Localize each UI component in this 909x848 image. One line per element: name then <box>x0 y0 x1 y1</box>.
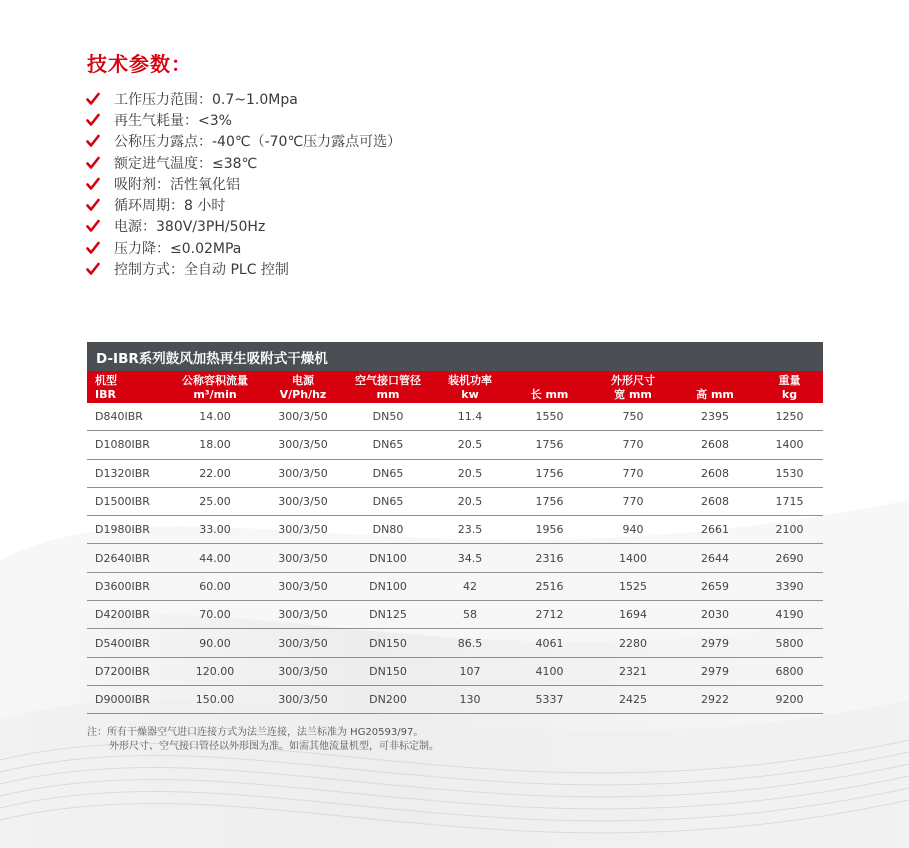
table-cell: D9000IBR <box>87 685 167 713</box>
header-cell-bottom: kg <box>756 387 823 403</box>
table-cell: 1756 <box>507 487 592 515</box>
table-row <box>87 516 823 544</box>
table-cell: 300/3/50 <box>263 487 343 515</box>
table-cell: 300/3/50 <box>263 516 343 544</box>
table-cell: 1400 <box>592 544 674 572</box>
check-mark-icon <box>86 113 100 127</box>
table-cell: 770 <box>592 431 674 459</box>
table-row <box>87 459 823 487</box>
note-line-1: 注：所有干燥器空气进口连接方式为法兰连接，法兰标准为 HG20593/97。 <box>87 727 424 738</box>
table-cell: 2690 <box>756 544 823 572</box>
table-cell: 25.00 <box>167 487 263 515</box>
table-row <box>87 601 823 629</box>
table-header-row-bottom <box>87 387 823 403</box>
param-text: 额定进气温度：≤38℃ <box>114 155 258 172</box>
table-cell: 1250 <box>756 403 823 431</box>
table-cell: 22.00 <box>167 459 263 487</box>
table-cell: 2712 <box>507 601 592 629</box>
header-cell-top: 机型 <box>87 371 167 387</box>
header-cell-top <box>674 371 756 387</box>
table-cell: 2030 <box>674 601 756 629</box>
table-cell: 300/3/50 <box>263 459 343 487</box>
table-row <box>87 431 823 459</box>
table-cell: 33.00 <box>167 516 263 544</box>
param-item <box>86 173 401 194</box>
table-cell: DN150 <box>343 657 433 685</box>
table-cell: 90.00 <box>167 629 263 657</box>
table-cell: 1756 <box>507 431 592 459</box>
table-cell: D1320IBR <box>87 459 167 487</box>
param-item <box>86 194 401 215</box>
table-cell: 300/3/50 <box>263 544 343 572</box>
check-mark-icon <box>86 177 100 191</box>
table-cell: DN100 <box>343 572 433 600</box>
header-cell-top: 重量 <box>756 371 823 387</box>
table-cell: D1500IBR <box>87 487 167 515</box>
table-cell: 6800 <box>756 657 823 685</box>
params-list <box>86 88 401 280</box>
note-line-2: 外形尺寸、空气接口管径以外形图为准。如需其他流量机型，可非标定制。 <box>109 741 439 752</box>
table-cell: 120.00 <box>167 657 263 685</box>
header-cell-bottom: V/Ph/hz <box>263 387 343 403</box>
table-cell: DN100 <box>343 544 433 572</box>
table-cell: 58 <box>433 601 507 629</box>
table-cell: 42 <box>433 572 507 600</box>
table-row <box>87 685 823 713</box>
param-item <box>86 109 401 130</box>
header-cell-top: 空气接口管径 <box>343 371 433 387</box>
table-cell: 770 <box>592 459 674 487</box>
header-cell-bottom: 长 mm <box>507 387 592 403</box>
table-row <box>87 572 823 600</box>
header-cell-top: 公称容积流量 <box>167 371 263 387</box>
param-item <box>86 88 401 109</box>
header-cell-bottom: m³/min <box>167 387 263 403</box>
header-cell-top <box>507 371 592 387</box>
table-cell: 940 <box>592 516 674 544</box>
table-cell: DN150 <box>343 629 433 657</box>
param-text: 压力降：≤0.02MPa <box>114 240 242 257</box>
table-row <box>87 629 823 657</box>
param-item <box>86 216 401 237</box>
param-item <box>86 131 401 152</box>
table-cell: 300/3/50 <box>263 657 343 685</box>
table-notes <box>87 726 439 754</box>
spec-table <box>87 342 823 714</box>
table-row <box>87 544 823 572</box>
param-item <box>86 237 401 258</box>
header-cell-bottom: IBR <box>87 387 167 403</box>
table-row <box>87 487 823 515</box>
table-cell: 2608 <box>674 459 756 487</box>
table-cell: 3390 <box>756 572 823 600</box>
table-cell: 2425 <box>592 685 674 713</box>
table-cell: 23.5 <box>433 516 507 544</box>
table-cell: 300/3/50 <box>263 572 343 600</box>
table-cell: 2321 <box>592 657 674 685</box>
table-cell: 2608 <box>674 431 756 459</box>
table-cell: 750 <box>592 403 674 431</box>
table-cell: D1080IBR <box>87 431 167 459</box>
param-text: 电源：380V/3PH/50Hz <box>114 219 266 236</box>
check-mark-icon <box>86 219 100 233</box>
table-cell: 2516 <box>507 572 592 600</box>
table-cell: 1756 <box>507 459 592 487</box>
table-cell: 2608 <box>674 487 756 515</box>
header-cell-bottom: mm <box>343 387 433 403</box>
table-cell: 4100 <box>507 657 592 685</box>
table-title: D-IBR系列鼓风加热再生吸附式干燥机 <box>87 342 823 371</box>
table-cell: 300/3/50 <box>263 601 343 629</box>
table-cell: 20.5 <box>433 431 507 459</box>
table-cell: 4190 <box>756 601 823 629</box>
check-mark-icon <box>86 134 100 148</box>
table-cell: 70.00 <box>167 601 263 629</box>
table-cell: 44.00 <box>167 544 263 572</box>
table-cell: 1525 <box>592 572 674 600</box>
table-cell: D4200IBR <box>87 601 167 629</box>
check-mark-icon <box>86 156 100 170</box>
table-row <box>87 657 823 685</box>
table-cell: DN50 <box>343 403 433 431</box>
param-text: 再生气耗量：<3% <box>114 112 232 129</box>
table-cell: DN65 <box>343 487 433 515</box>
table-cell: 4061 <box>507 629 592 657</box>
table-cell: DN65 <box>343 459 433 487</box>
table-cell: 2316 <box>507 544 592 572</box>
header-cell-top: 电源 <box>263 371 343 387</box>
table-cell: 5337 <box>507 685 592 713</box>
table-cell: D7200IBR <box>87 657 167 685</box>
check-mark-icon <box>86 262 100 276</box>
header-cell-bottom: 高 mm <box>674 387 756 403</box>
table-cell: 60.00 <box>167 572 263 600</box>
table-cell: 34.5 <box>433 544 507 572</box>
table-cell: D5400IBR <box>87 629 167 657</box>
table-cell: 1715 <box>756 487 823 515</box>
table-cell: 2280 <box>592 629 674 657</box>
table-cell: 11.4 <box>433 403 507 431</box>
table-cell: 2659 <box>674 572 756 600</box>
table-cell: 300/3/50 <box>263 403 343 431</box>
table-cell: 300/3/50 <box>263 685 343 713</box>
table-cell: D2640IBR <box>87 544 167 572</box>
table-cell: 14.00 <box>167 403 263 431</box>
table-cell: 2395 <box>674 403 756 431</box>
table-cell: 770 <box>592 487 674 515</box>
table-body <box>87 403 823 714</box>
table-cell: 150.00 <box>167 685 263 713</box>
param-item <box>86 258 401 279</box>
header-cell-top: 外形尺寸 <box>592 371 674 387</box>
table-header-row-top <box>87 371 823 387</box>
check-mark-icon <box>86 92 100 106</box>
check-mark-icon <box>86 241 100 255</box>
header-cell-bottom: kw <box>433 387 507 403</box>
table-cell: D840IBR <box>87 403 167 431</box>
table-cell: 300/3/50 <box>263 629 343 657</box>
table-cell: 2979 <box>674 657 756 685</box>
param-text: 吸附剂：活性氧化铝 <box>114 176 240 193</box>
param-item <box>86 152 401 173</box>
table-cell: D1980IBR <box>87 516 167 544</box>
table-cell: 9200 <box>756 685 823 713</box>
table-cell: 1956 <box>507 516 592 544</box>
table-cell: 2922 <box>674 685 756 713</box>
table-cell: 2979 <box>674 629 756 657</box>
table-cell: 1550 <box>507 403 592 431</box>
table-cell: 2661 <box>674 516 756 544</box>
table-cell: 18.00 <box>167 431 263 459</box>
check-mark-icon <box>86 198 100 212</box>
table-cell: 2100 <box>756 516 823 544</box>
table-cell: 107 <box>433 657 507 685</box>
table-cell: DN125 <box>343 601 433 629</box>
table-cell: 1400 <box>756 431 823 459</box>
table-cell: 5800 <box>756 629 823 657</box>
table-cell: DN80 <box>343 516 433 544</box>
table-row <box>87 403 823 431</box>
table-cell: 20.5 <box>433 459 507 487</box>
table-cell: 1530 <box>756 459 823 487</box>
params-title: 技术参数： <box>87 52 192 76</box>
table-cell: 86.5 <box>433 629 507 657</box>
param-text: 公称压力露点：-40℃（-70℃压力露点可选） <box>114 134 402 151</box>
table-cell: DN65 <box>343 431 433 459</box>
header-cell-top: 装机功率 <box>433 371 507 387</box>
table-cell: 130 <box>433 685 507 713</box>
param-text: 控制方式：全自动 PLC 控制 <box>114 262 289 279</box>
param-text: 工作压力范围：0.7~1.0Mpa <box>114 91 298 108</box>
param-text: 循环周期：8 小时 <box>114 198 226 215</box>
table-cell: 2644 <box>674 544 756 572</box>
table-cell: 20.5 <box>433 487 507 515</box>
table-cell: 1694 <box>592 601 674 629</box>
table-cell: D3600IBR <box>87 572 167 600</box>
table-cell: DN200 <box>343 685 433 713</box>
header-cell-bottom: 宽 mm <box>592 387 674 403</box>
table-cell: 300/3/50 <box>263 431 343 459</box>
